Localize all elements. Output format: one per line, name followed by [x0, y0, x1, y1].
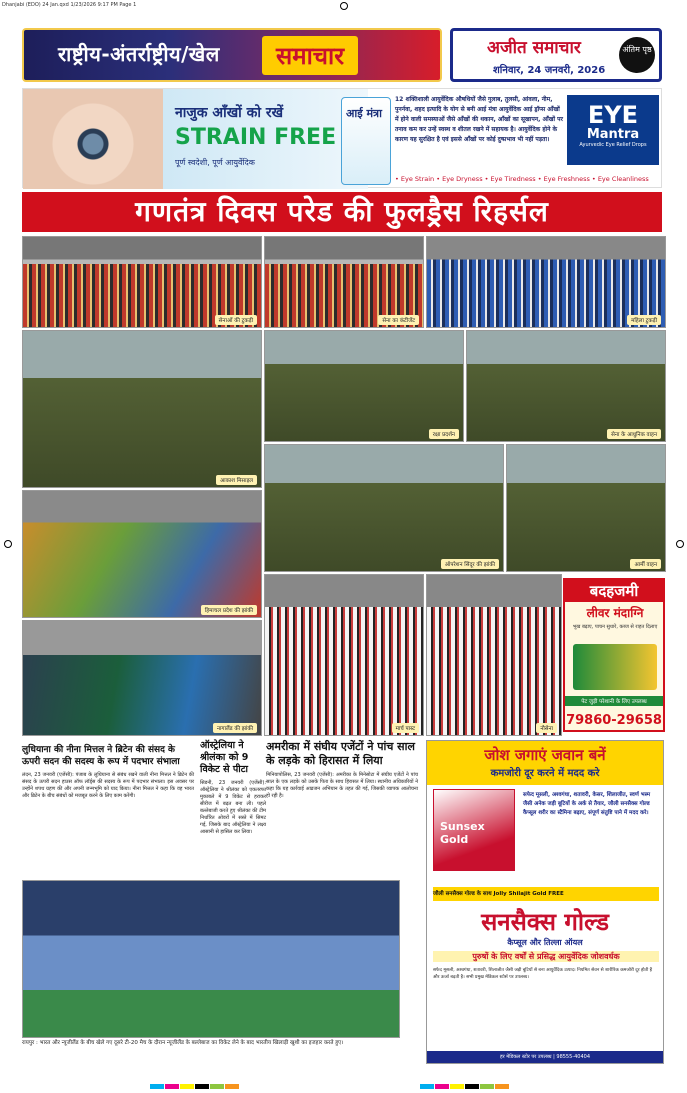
parade-photo [426, 574, 562, 736]
cricket-photo [22, 880, 400, 1038]
masthead [22, 28, 662, 82]
photo-caption: ऑपरेशन सिंदूर की झांकी [441, 559, 499, 569]
color-bar [420, 1074, 510, 1093]
ad-benefits-strip: • Eye Strain • Eye Dryness • Eye Tiredness • Eye Freshness • Eye Cleanliness [395, 175, 649, 183]
photo-caption: आर्मी वाहन [630, 559, 661, 569]
parade-photo [264, 574, 424, 736]
parade-photo [22, 490, 262, 618]
photo-caption: मार्च पास्ट [392, 723, 419, 733]
ad-phone: 79860-29658 [566, 713, 662, 728]
brand-logo [567, 95, 659, 165]
photo-caption: नौसेना [536, 723, 557, 733]
parade-photo [22, 620, 262, 736]
section-badge: समाचार [262, 36, 358, 75]
article-body: लंदन, 23 जनवरी (एजेंसी): पंजाब के लुधियाना से संबंध रखने वाली नीना मित्तल ने ब्रिटेन की संसद के ऊपरी सदन हाउस ऑफ लॉर्ड्स की सदस्य के रूप में पदभार संभाला। इस अवसर पर उन्होंने शपथ ग्रहण की और अपनी जन्मभूमि को याद किया। नीना मित्तल ने कहा कि वह भारत और ब्रिटेन के बीच संबंधों को मजबूत करने के लिए काम करेंगी। [22, 772, 194, 799]
parade-photo [426, 236, 666, 328]
parade-photo [466, 330, 666, 442]
article-ludhiana [22, 744, 194, 878]
ad-features: सफेद मूसली, अश्वगंधा, शतावरी, केसर, शिलाजीत, स्वर्ण भस्म जैसी अनेक जड़ी बूटियों के अर्क से तैयार, जौली सनसैक्स गोल्ड कैप्सूल शरीर का स्टैमिना बढ़ाए, संपूर्ण संतुष्टि पाने में मदद करे। [523, 792, 651, 816]
photo-caption: सेना का कंटीजेंट [378, 315, 419, 325]
parade-photo [22, 236, 262, 328]
paper-nameplate [450, 28, 662, 82]
ad-footer: हर मेडिकल स्टोर पर उपलब्ध | 98555-40404 [427, 1051, 663, 1063]
article-body: सिडनी, 23 जनवरी (एजेंसी): ऑस्ट्रेलिया ने श्रीलंका को एकतरफा मुकाबले में 9 विकेट से हराकर सीरीज में बढ़त बना ली। पहले बल्लेबाजी करते हुए श्रीलंका की टीम निर्धारित ओवरों में सस्ते में सिमट गई, जिसके बाद ऑस्ट्रेलिया ने लक्ष्य आसानी से हासिल कर लिया। [200, 780, 266, 835]
ad-slogan-panel [163, 89, 368, 189]
photo-caption: आकाश मिसाइल [216, 475, 257, 485]
article-headline: अमरीका में संघीय एजेंटों ने पांच साल के लड़के को हिरासत में लिया [266, 740, 415, 767]
brand-tagline: Ayurvedic Eye Relief Drops [579, 142, 647, 148]
parade-photo [506, 444, 666, 572]
ad-line-1: नाजुक आँखों को रखें [175, 105, 284, 121]
article-body: मिनियापोलिस, 23 जनवरी (एजेंसी): अमरीका के मिनेसोटा में संघीय एजेंटों ने पांच साल के एक लड़के को उसके पिता के साथ हिरासत में लिया। स्थानीय अधिकारियों ने कहा कि यह कार्रवाई आव्रजन अभियान के तहत की गई, जिसकी व्यापक आलोचना हो रही है। [266, 772, 418, 799]
ad-description: सफेद मूसली, अश्वगंधा, शतावरी, शिलाजीत जैसी जड़ी बूटियों से बना आयुर्वेदिक उत्पाद। नियमित सेवन से शारीरिक कमजोरी दूर होती है और ऊर्जा बढ़ती है। सभी प्रमुख मेडिकल स्टोर्स पर उपलब्ध। [433, 968, 653, 980]
print-slug: Dhanjabi (EDO) 24 Jan.qxd 1/23/2026 9:17 PM Page 1 [2, 2, 137, 8]
ad-top-line: जोश जगाएं जवान बनें [484, 746, 606, 764]
parade-photo [264, 330, 464, 442]
photo-caption: सेना के आधुनिक वाहन [607, 429, 661, 439]
eye-mantra-ad [22, 88, 662, 188]
product-pack [433, 789, 515, 871]
sunsex-gold-ad [426, 740, 664, 1064]
photo-caption: रायपुर : भारत और न्यूजीलैंड के बीच खेले गए दूसरे टी-20 मैच के दौरान न्यूजीलैंड के बल्लेबाज का विकेट लेने के बाद भारतीय खिलाड़ी खुशी का इजहार करते हुए। [22, 1040, 344, 1046]
product-name: आई मंत्रा [346, 107, 382, 120]
photo-caption: सेनाओं की टुकड़ी [215, 315, 257, 325]
page-badge: अंतिम पृष्ठ [619, 37, 655, 73]
ad-tagline: पुरुषों के लिए वर्षों से प्रसिद्ध आयुर्वेदिक जोशवर्धक [433, 951, 659, 962]
ad-brand: सनसैक्स गोल्ड [481, 908, 609, 936]
article-australia [200, 740, 266, 880]
brand-mantra: Mantra [586, 127, 640, 142]
registration-mark [340, 2, 348, 10]
ad-brand-sub: कैप्सूल और तिल्ला ऑयल [507, 938, 583, 947]
product-bottle [341, 97, 391, 185]
article-headline: लुधियाना की नीना मित्तल ने ब्रिटेन की संसद के ऊपरी सदन की सदस्य के रूप में पदभार संभाला [22, 745, 180, 767]
color-bar [150, 1074, 240, 1093]
parade-photo [264, 444, 504, 572]
parade-photo [22, 330, 262, 488]
ad-product: लीवर मंदाग्नि [586, 606, 644, 620]
parade-photo [264, 236, 424, 328]
main-headline: गणतंत्र दिवस परेड की फुलड्रैस रिहर्सल [22, 192, 662, 232]
brand-eye: EYE [587, 101, 639, 129]
registration-mark [676, 540, 684, 548]
article-headline: ऑस्ट्रेलिया ने श्रीलंका को 9 विकेट से पीटा [200, 740, 249, 775]
ad-top-banner [427, 741, 663, 785]
ad-top-sub: कमजोरी दूर करने में मदद करे [490, 768, 600, 779]
section-title: राष्ट्रीय-अंतर्राष्ट्रीय/खेल [58, 42, 220, 66]
photo-caption: महिला टुकड़ी [627, 315, 661, 325]
section-banner [22, 28, 442, 82]
eye-photo [23, 89, 163, 189]
registration-mark [4, 540, 12, 548]
ad-footer: पेट जुड़ी परेशानी के लिए उपलब्ध [565, 696, 663, 706]
product-pack [573, 644, 657, 690]
ad-desc: भूख बढ़ाए, पाचन सुधारे, कब्ज से राहत दिलाए [572, 624, 658, 630]
paper-name: अजीत समाचार [487, 38, 581, 58]
ad-line-3: पूर्ण स्वदेशी, पूर्ण आयुर्वेदिक [175, 158, 255, 167]
ad-body: 12 शक्तिशाली आयुर्वेदिक औषधियों जैसे गुलाब, तुलसी, आंवला, नीम, पुनर्नवा, शहद इत्यादि के योग से बनी आई मंत्रा आयुर्वेदिक आई ड्रॉप्स आँखों में होने वाली समस्याओं जैसे आँखों की थकान, आँखों का सूखापन, आँखों पर तनाव कम कर उन्हें स्वस्थ व शीतल रखने में सहायक है। आयुर्वेदिक होने के कारण यह सुरक्षित है एवं इससे आँखों पर कोई दुष्प्रभाव भी नहीं पड़ता। [395, 96, 563, 143]
ad-title: बदहजमी [565, 580, 663, 602]
photo-caption: रक्षा प्रदर्शन [429, 429, 459, 439]
photo-caption: नागालैंड की झांकी [213, 723, 257, 733]
pack-label: Sunsex Gold [440, 820, 485, 846]
article-america [266, 740, 418, 880]
issue-date: शनिवार, 24 जनवरी, 2026 [493, 65, 606, 76]
ad-offer: जौली सनसैक्स गोल्ड के साथ Jolly Shilajit Gold FREE [433, 887, 659, 901]
liver-ad [563, 578, 665, 732]
ad-line-2: STRAIN FREE [175, 125, 337, 150]
photo-caption: हिमाचल प्रदेश की झांकी [201, 605, 257, 615]
